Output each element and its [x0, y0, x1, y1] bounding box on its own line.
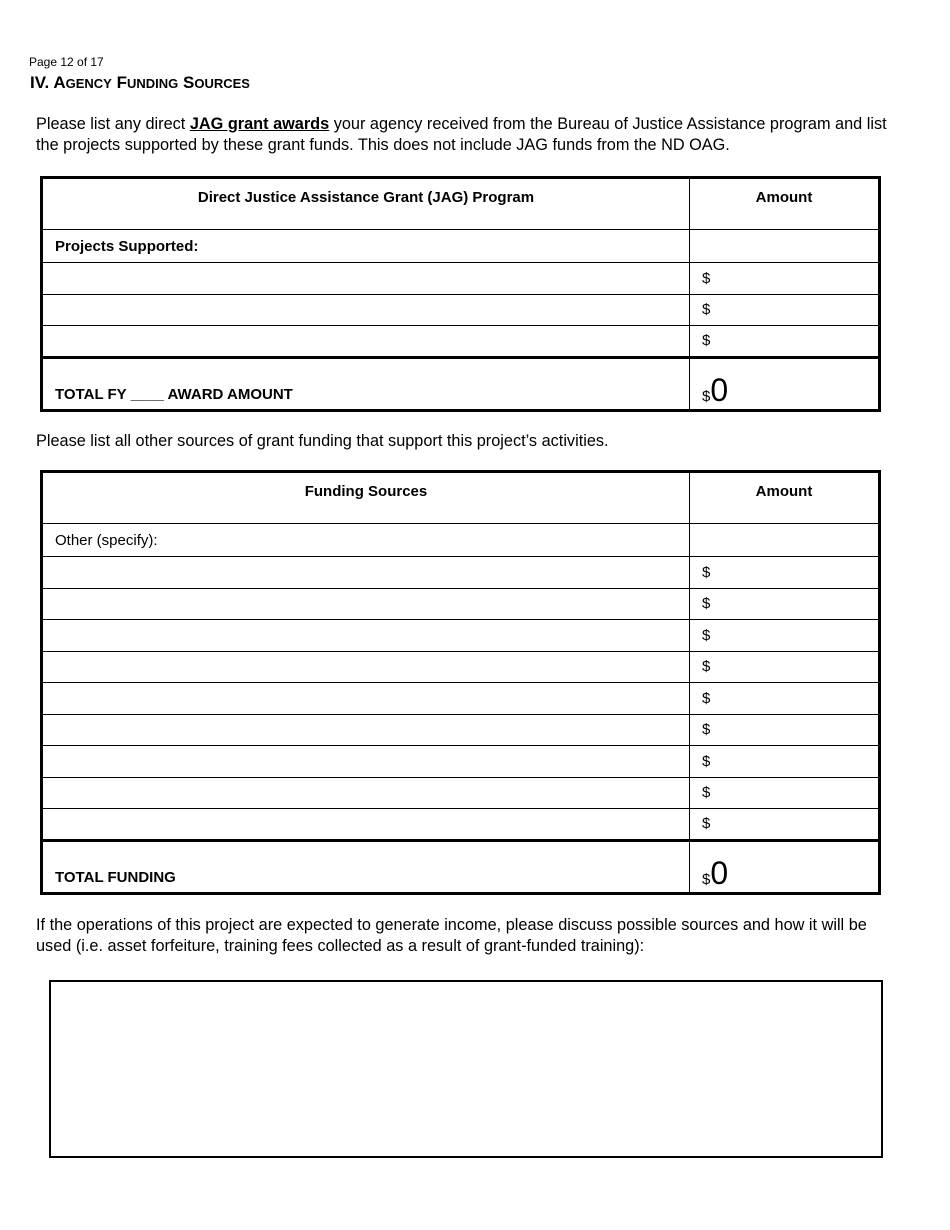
- section-title-initial: A: [53, 73, 66, 92]
- jag-total-amount[interactable]: [690, 357, 880, 410]
- table-row: [42, 683, 880, 715]
- projects-supported-label: Projects Supported:: [42, 230, 690, 263]
- funding-sources-table: [40, 470, 881, 895]
- funding-amount-field[interactable]: $: [690, 777, 880, 809]
- funding-amount-field[interactable]: $: [690, 809, 880, 841]
- funding-total-value: 0: [710, 854, 729, 891]
- table-row: [42, 714, 880, 746]
- jag-instructions-rest: your agency received from the Bureau of Justice Assistance program and list the projects supported by these grant funds. This does not include JAG funds from the ND OAG.: [36, 115, 887, 154]
- funding-amount-field[interactable]: $: [690, 620, 880, 652]
- table-row: [42, 746, 880, 778]
- funding-total-amount[interactable]: [690, 840, 880, 893]
- table-row: [42, 777, 880, 809]
- funding-source-field[interactable]: [42, 809, 690, 841]
- funding-source-field[interactable]: [42, 620, 690, 652]
- funding-amount-field[interactable]: $: [690, 557, 880, 589]
- funding-amount-field[interactable]: $: [690, 714, 880, 746]
- table-row: [42, 294, 880, 326]
- funding-amount-field[interactable]: $: [690, 746, 880, 778]
- section-title-text: [53, 73, 250, 92]
- funding-source-field[interactable]: [42, 683, 690, 715]
- jag-table-header: [42, 178, 880, 230]
- other-specify-row: [42, 524, 880, 557]
- jag-amount-header: Amount: [690, 178, 880, 230]
- jag-program-header: Direct Justice Assistance Grant (JAG) Program: [42, 178, 690, 230]
- section-title-rest: OURCES: [194, 76, 250, 91]
- table-row: [42, 620, 880, 652]
- page-number: Page 12 of 17: [29, 55, 104, 69]
- other-specify-label: Other (specify):: [42, 524, 690, 557]
- section-title-word: [183, 73, 250, 92]
- jag-project-field[interactable]: [42, 294, 690, 326]
- section-title-rest: GENCY: [65, 76, 112, 91]
- section-title-word: [117, 73, 179, 92]
- funding-amount-header: Amount: [690, 472, 880, 524]
- jag-instructions: [36, 114, 906, 156]
- funding-source-field[interactable]: [42, 588, 690, 620]
- table-row: [42, 651, 880, 683]
- jag-total-currency: $: [702, 387, 711, 405]
- table-row: [42, 809, 880, 841]
- other-specify-amount[interactable]: [690, 524, 880, 557]
- table-row: [42, 557, 880, 589]
- other-funding-instructions: Please list all other sources of grant funding that support this project’s activities.: [36, 432, 609, 450]
- funding-amount-field[interactable]: $: [690, 651, 880, 683]
- table-row: [42, 263, 880, 295]
- section-title-initial: F: [116, 73, 127, 92]
- table-row: [42, 326, 880, 358]
- section-numeral: IV.: [30, 73, 50, 92]
- funding-source-field[interactable]: [42, 777, 690, 809]
- jag-projects-row: [42, 230, 880, 263]
- funding-source-field[interactable]: [42, 746, 690, 778]
- jag-total-value: 0: [710, 371, 729, 408]
- income-response-box[interactable]: [49, 980, 883, 1158]
- jag-amount-field[interactable]: $: [690, 263, 880, 295]
- jag-amount-field[interactable]: $: [690, 294, 880, 326]
- income-instructions: If the operations of this project are expected to generate income, please discuss possible sources and how it will be used (i.e. asset forfeiture, training fees collected as a result of grant-funded training):: [36, 916, 867, 955]
- funding-sources-header: Funding Sources: [42, 472, 690, 524]
- section-title-word: [53, 73, 112, 92]
- funding-source-field[interactable]: [42, 714, 690, 746]
- jag-amount-field[interactable]: $: [690, 326, 880, 358]
- jag-project-field[interactable]: [42, 326, 690, 358]
- funding-total-label: TOTAL FUNDING: [42, 840, 690, 893]
- funding-total-row: [42, 840, 880, 893]
- jag-total-label: TOTAL FY ____ AWARD AMOUNT: [42, 357, 690, 410]
- section-title: [30, 73, 250, 93]
- section-title-initial: S: [182, 73, 195, 92]
- jag-total-row: [42, 357, 880, 410]
- projects-supported-amount[interactable]: [690, 230, 880, 263]
- jag-table: [40, 176, 881, 412]
- funding-amount-field[interactable]: $: [690, 683, 880, 715]
- funding-source-field[interactable]: [42, 651, 690, 683]
- jag-grant-awards-emphasis: JAG grant awards: [189, 115, 330, 133]
- funding-total-currency: $: [702, 870, 711, 888]
- jag-instructions-lead: Please list any direct: [36, 115, 190, 133]
- funding-amount-field[interactable]: $: [690, 588, 880, 620]
- jag-project-field[interactable]: [42, 263, 690, 295]
- funding-source-field[interactable]: [42, 557, 690, 589]
- funding-table-header: [42, 472, 880, 524]
- table-row: [42, 588, 880, 620]
- section-title-rest: UNDING: [126, 76, 179, 91]
